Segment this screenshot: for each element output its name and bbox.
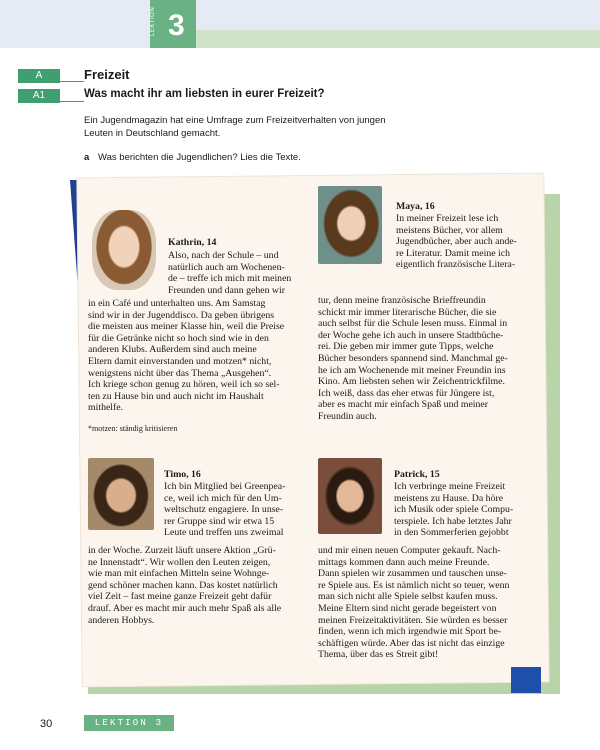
text-line: auch selbst für die Schule lesen muss. Einmal in [318,318,508,330]
text-line: in den Sommerferien gejobbt [394,527,509,539]
timo-text-full [88,545,310,626]
text-line: für die Getränke nicht so hoch sind wie in den [88,332,269,344]
text-line: Ich bin Mitglied bei Greenpea- [164,481,286,492]
text-line: Freundin auch. [318,410,377,422]
card-corner-square [511,667,541,693]
photo-maya [318,186,382,264]
section-title: Freizeit [84,67,130,82]
task-instruction: Was berichten die Jugendlichen? Lies die Texte. [98,152,301,163]
text-line: und mir einen neuen Computer gekauft. Nach- [318,545,501,556]
timo-text-wrap [164,481,310,539]
text-line: Ich verbringe meine Freizeit [394,481,506,492]
text-line: ten zu Hause bin und auch nicht im Haushalt [88,390,264,402]
section-rule-a1 [60,101,84,102]
text-line: he ich am Wochenende mit meiner Freundin ins [318,364,506,376]
text-line: Also, nach der Schule – und [168,250,279,261]
text-line: Ich kriege schon genug zu hören, weil ich so sel- [88,379,280,391]
kathrin-text-full [88,298,318,414]
text-line: gend schöner machen kann. Das kostet natürlich [88,579,278,591]
text-line: ce, weil ich mich für den Um- [164,492,282,504]
text-line: Dann spielen wir zusammen und tauschen unse- [318,568,507,580]
photo-timo [88,458,154,530]
text-line: drauf. Aber es macht mir auch mehr Spaß als alle [88,602,282,614]
text-line: re Spiele aus. Es ist nämlich nicht so teuer, wenn [318,579,510,591]
text-line: anderen Klubs. Außerdem sind auch meine [88,344,257,356]
text-line: Meine Eltern sind nicht gerade begeistert von [318,602,497,614]
page-number: 30 [40,718,53,730]
text-line: rei. Die geben mir immer gute Tipps, welche [318,341,494,353]
text-line: mittags kommen dann auch meine Freunde. [318,556,490,568]
text-line: die meisten aus meiner Klasse hin, weil die Preise [88,321,285,333]
text-line: aber es macht mir einfach Spaß und meiner [318,399,489,411]
section-label-a: A [18,69,60,83]
text-line: in der Woche. Zurzeit läuft unsere Aktion „Grü- [88,545,276,556]
kathrin-name: Kathrin, 14 [168,237,217,248]
maya-text-wrap [396,213,536,271]
text-line: tur, denn meine französische Brieffreundin [318,295,486,306]
text-line: ich Musik oder spiele Compu- [394,504,514,516]
text-line: meistens Bücher, vor allem [396,224,503,236]
text-line: de – treffe ich mich mit meinen [168,273,292,285]
text-line: mithelfe. [88,402,124,414]
lektion-vertical-label: LEKTION [150,6,156,36]
maya-name: Maya, 16 [396,201,435,212]
section-question: Was macht ihr am liebsten in eurer Freizeit? [84,88,325,100]
text-line: eigentlich französische Litera- [396,259,516,271]
text-line: schäftigen würde. Aber das ist nicht das einzige [318,637,505,649]
photo-patrick [318,458,382,534]
text-line: Freunden und dann gehen wir [168,284,285,296]
section-label-a1: A1 [18,89,60,103]
kathrin-footnote: *motzen: ständig kritisieren [88,424,178,433]
text-line: in ein Café und unterhalten uns. Am Samstag [88,298,266,309]
text-line: weltschutz engagiere. In unse- [164,504,284,516]
kathrin-text-wrap [168,250,318,296]
text-line: Leute und treffen uns zweimal [164,527,284,539]
patrick-text-wrap [394,481,540,539]
text-line: meinen Freizeitaktivitäten. Sie würden es besser [318,614,508,626]
text-line: Bücher besonders spannend sind. Manchmal ge- [318,352,508,364]
patrick-text-full [318,545,542,661]
header-band-left [0,0,150,48]
task-letter: a [84,152,90,163]
text-line: natürlich auch am Wochenen- [168,261,285,273]
intro-text: Ein Jugendmagazin hat eine Umfrage zum Freizeitverhalten von jungen Leuten in Deutschland gemacht. [84,115,386,139]
text-line: Jugendbücher, aber auch ande- [396,236,517,248]
maya-text-full [318,295,540,423]
text-line: anderen Hobbys. [88,614,155,626]
footer-lektion-tab: LEKTION 3 [84,715,174,731]
text-line: der Woche gehe ich auch in unsere Stadtbüche- [318,329,504,341]
text-line: Ich weiß, dass das eher etwas für Jüngere ist, [318,387,495,399]
section-rule-a [60,81,84,82]
text-line: viel Zeit – fast meine ganze Freizeit geht dafür [88,591,272,603]
text-line: Thema, über das es Streit gibt! [318,649,439,661]
text-line: wie man mit einfachen Mitteln seine Wohnge- [88,568,270,580]
text-line: man sich nicht alle Spiele selbst kaufen muss. [318,591,498,603]
text-line: Eltern damit einverstanden und motzen* nicht, [88,355,272,367]
text-line: schickt mir immer literarische Bücher, die sie [318,306,497,318]
header-green-strip [196,30,600,48]
text-line: wenigstens nicht über das Thema „Ausgehen“. [88,367,272,379]
text-line: rer Gruppe sind wir etwa 15 [164,515,275,527]
text-line: sind wir in der Jugenddisco. Da geben übrigens [88,309,275,321]
text-line: terspiele. Ich habe letztes Jahr [394,515,512,527]
text-line: finden, wenn ich mich irgendwie mit Sport be- [318,626,502,638]
text-line: In meiner Freizeit lese ich [396,213,499,224]
patrick-name: Patrick, 15 [394,469,440,480]
timo-name: Timo, 16 [164,469,201,480]
text-line: meistens zu Hause. Da höre [394,492,504,504]
text-line: Kino. Am liebsten sehen wir Zeichentrickfilme. [318,376,505,388]
text-line: ne Innenstadt“. Wir wollen den Leuten zeigen, [88,556,271,568]
lektion-number: 3 [168,9,185,42]
photo-kathrin [92,210,156,290]
text-line: re Literatur. Damit meine ich [396,247,510,259]
